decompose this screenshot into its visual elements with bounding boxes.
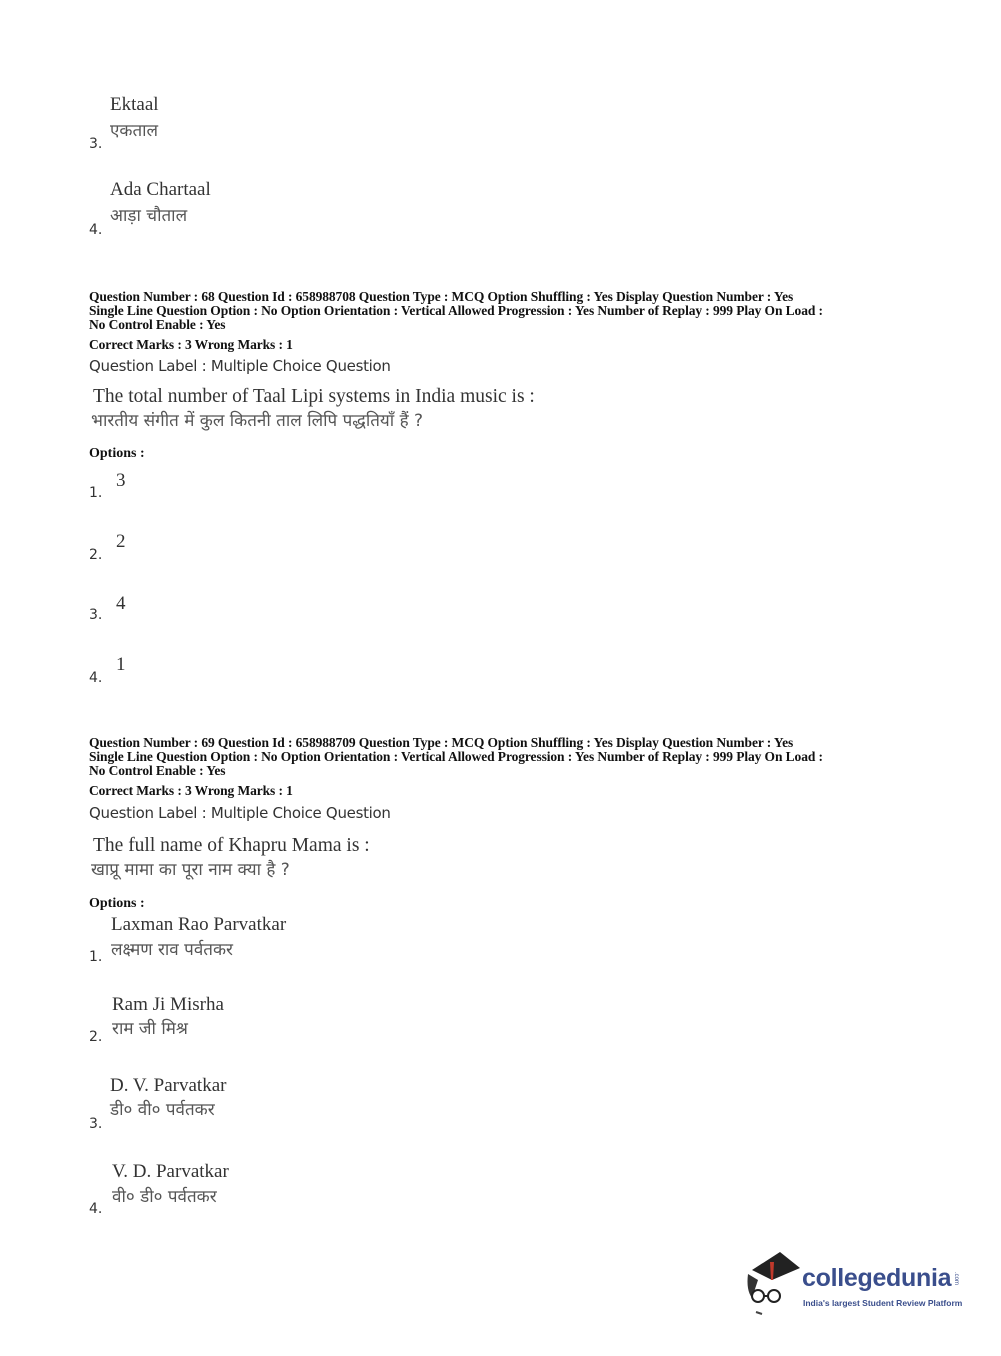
question-text-hi: भारतीय संगीत में कुल कितनी ताल लिपि पद्धतियाँ हैं ? — [91, 411, 424, 431]
question-meta-line2: Single Line Question Option : No Option Orientation : Vertical Allowed Progression : Yes Number of Replay : 999 Play On Load : — [89, 303, 823, 318]
option-4-number: 4. — [89, 222, 103, 238]
question-text-en: The full name of Khapru Mama is : — [93, 835, 370, 856]
option-4-en[interactable]: V. D. Parvatkar — [112, 1161, 229, 1182]
option-4-hi: आड़ा चौताल — [110, 206, 188, 226]
collegedunia-logo — [742, 1250, 992, 1318]
option-2-text[interactable]: 2 — [116, 531, 126, 552]
option-3-hi: एकताल — [110, 121, 159, 141]
option-4-en: Ada Chartaal — [110, 179, 211, 200]
option-1-number: 1. — [89, 949, 103, 965]
logo-tagline: India's largest Student Review Platform — [803, 1298, 963, 1308]
option-3-number: 3. — [89, 607, 103, 623]
question-text-en: The total number of Taal Lipi systems in India music is : — [93, 386, 535, 407]
question-meta-line2: Single Line Question Option : No Option Orientation : Vertical Allowed Progression : Yes Number of Replay : 999 Play On Load : — [89, 749, 823, 764]
question-meta-line3: No Control Enable : Yes — [89, 763, 226, 778]
option-3-en[interactable]: D. V. Parvatkar — [110, 1075, 227, 1096]
option-3-number: 3. — [89, 1116, 103, 1132]
option-4-hi: वी० डी० पर्वतकर — [112, 1187, 217, 1207]
option-4-text[interactable]: 1 — [116, 654, 126, 675]
question-text-hi: खाप्रू मामा का पूरा नाम क्या है ? — [91, 860, 290, 880]
question-label: Question Label : Multiple Choice Question — [89, 357, 391, 375]
option-2-en[interactable]: Ram Ji Misrha — [112, 994, 224, 1015]
option-1-hi: लक्ष्मण राव पर्वतकर — [111, 940, 233, 960]
question-label: Question Label : Multiple Choice Question — [89, 804, 391, 822]
option-2-hi: राम जी मिश्र — [112, 1019, 188, 1039]
logo-tld: .com — [953, 1272, 960, 1286]
options-label: Options : — [89, 896, 145, 911]
marks: Correct Marks : 3 Wrong Marks : 1 — [89, 783, 293, 798]
logo-name: collegedunia — [802, 1264, 952, 1292]
logo-wordmark — [802, 1264, 959, 1293]
option-3-text[interactable]: 4 — [116, 593, 126, 614]
option-3-number: 3. — [89, 136, 103, 152]
marks: Correct Marks : 3 Wrong Marks : 1 — [89, 337, 293, 352]
option-4-number: 4. — [89, 1201, 103, 1217]
option-3-en: Ektaal — [110, 94, 159, 115]
option-1-en[interactable]: Laxman Rao Parvatkar — [111, 914, 287, 935]
option-2-number: 2. — [89, 547, 103, 563]
question-meta-line1: Question Number : 69 Question Id : 658988709 Question Type : MCQ Option Shuffling : Yes Display Question Number : Yes — [89, 735, 794, 750]
option-1-text[interactable]: 3 — [116, 470, 126, 491]
option-4-number: 4. — [89, 670, 103, 686]
option-1-number: 1. — [89, 485, 103, 501]
options-label: Options : — [89, 446, 145, 461]
question-meta-line1: Question Number : 68 Question Id : 658988708 Question Type : MCQ Option Shuffling : Yes Display Question Number : Yes — [89, 289, 794, 304]
option-3-hi: डी० वी० पर्वतकर — [110, 1100, 215, 1120]
question-meta-line3: No Control Enable : Yes — [89, 317, 226, 332]
option-2-number: 2. — [89, 1029, 103, 1045]
mascot-icon — [742, 1250, 802, 1316]
